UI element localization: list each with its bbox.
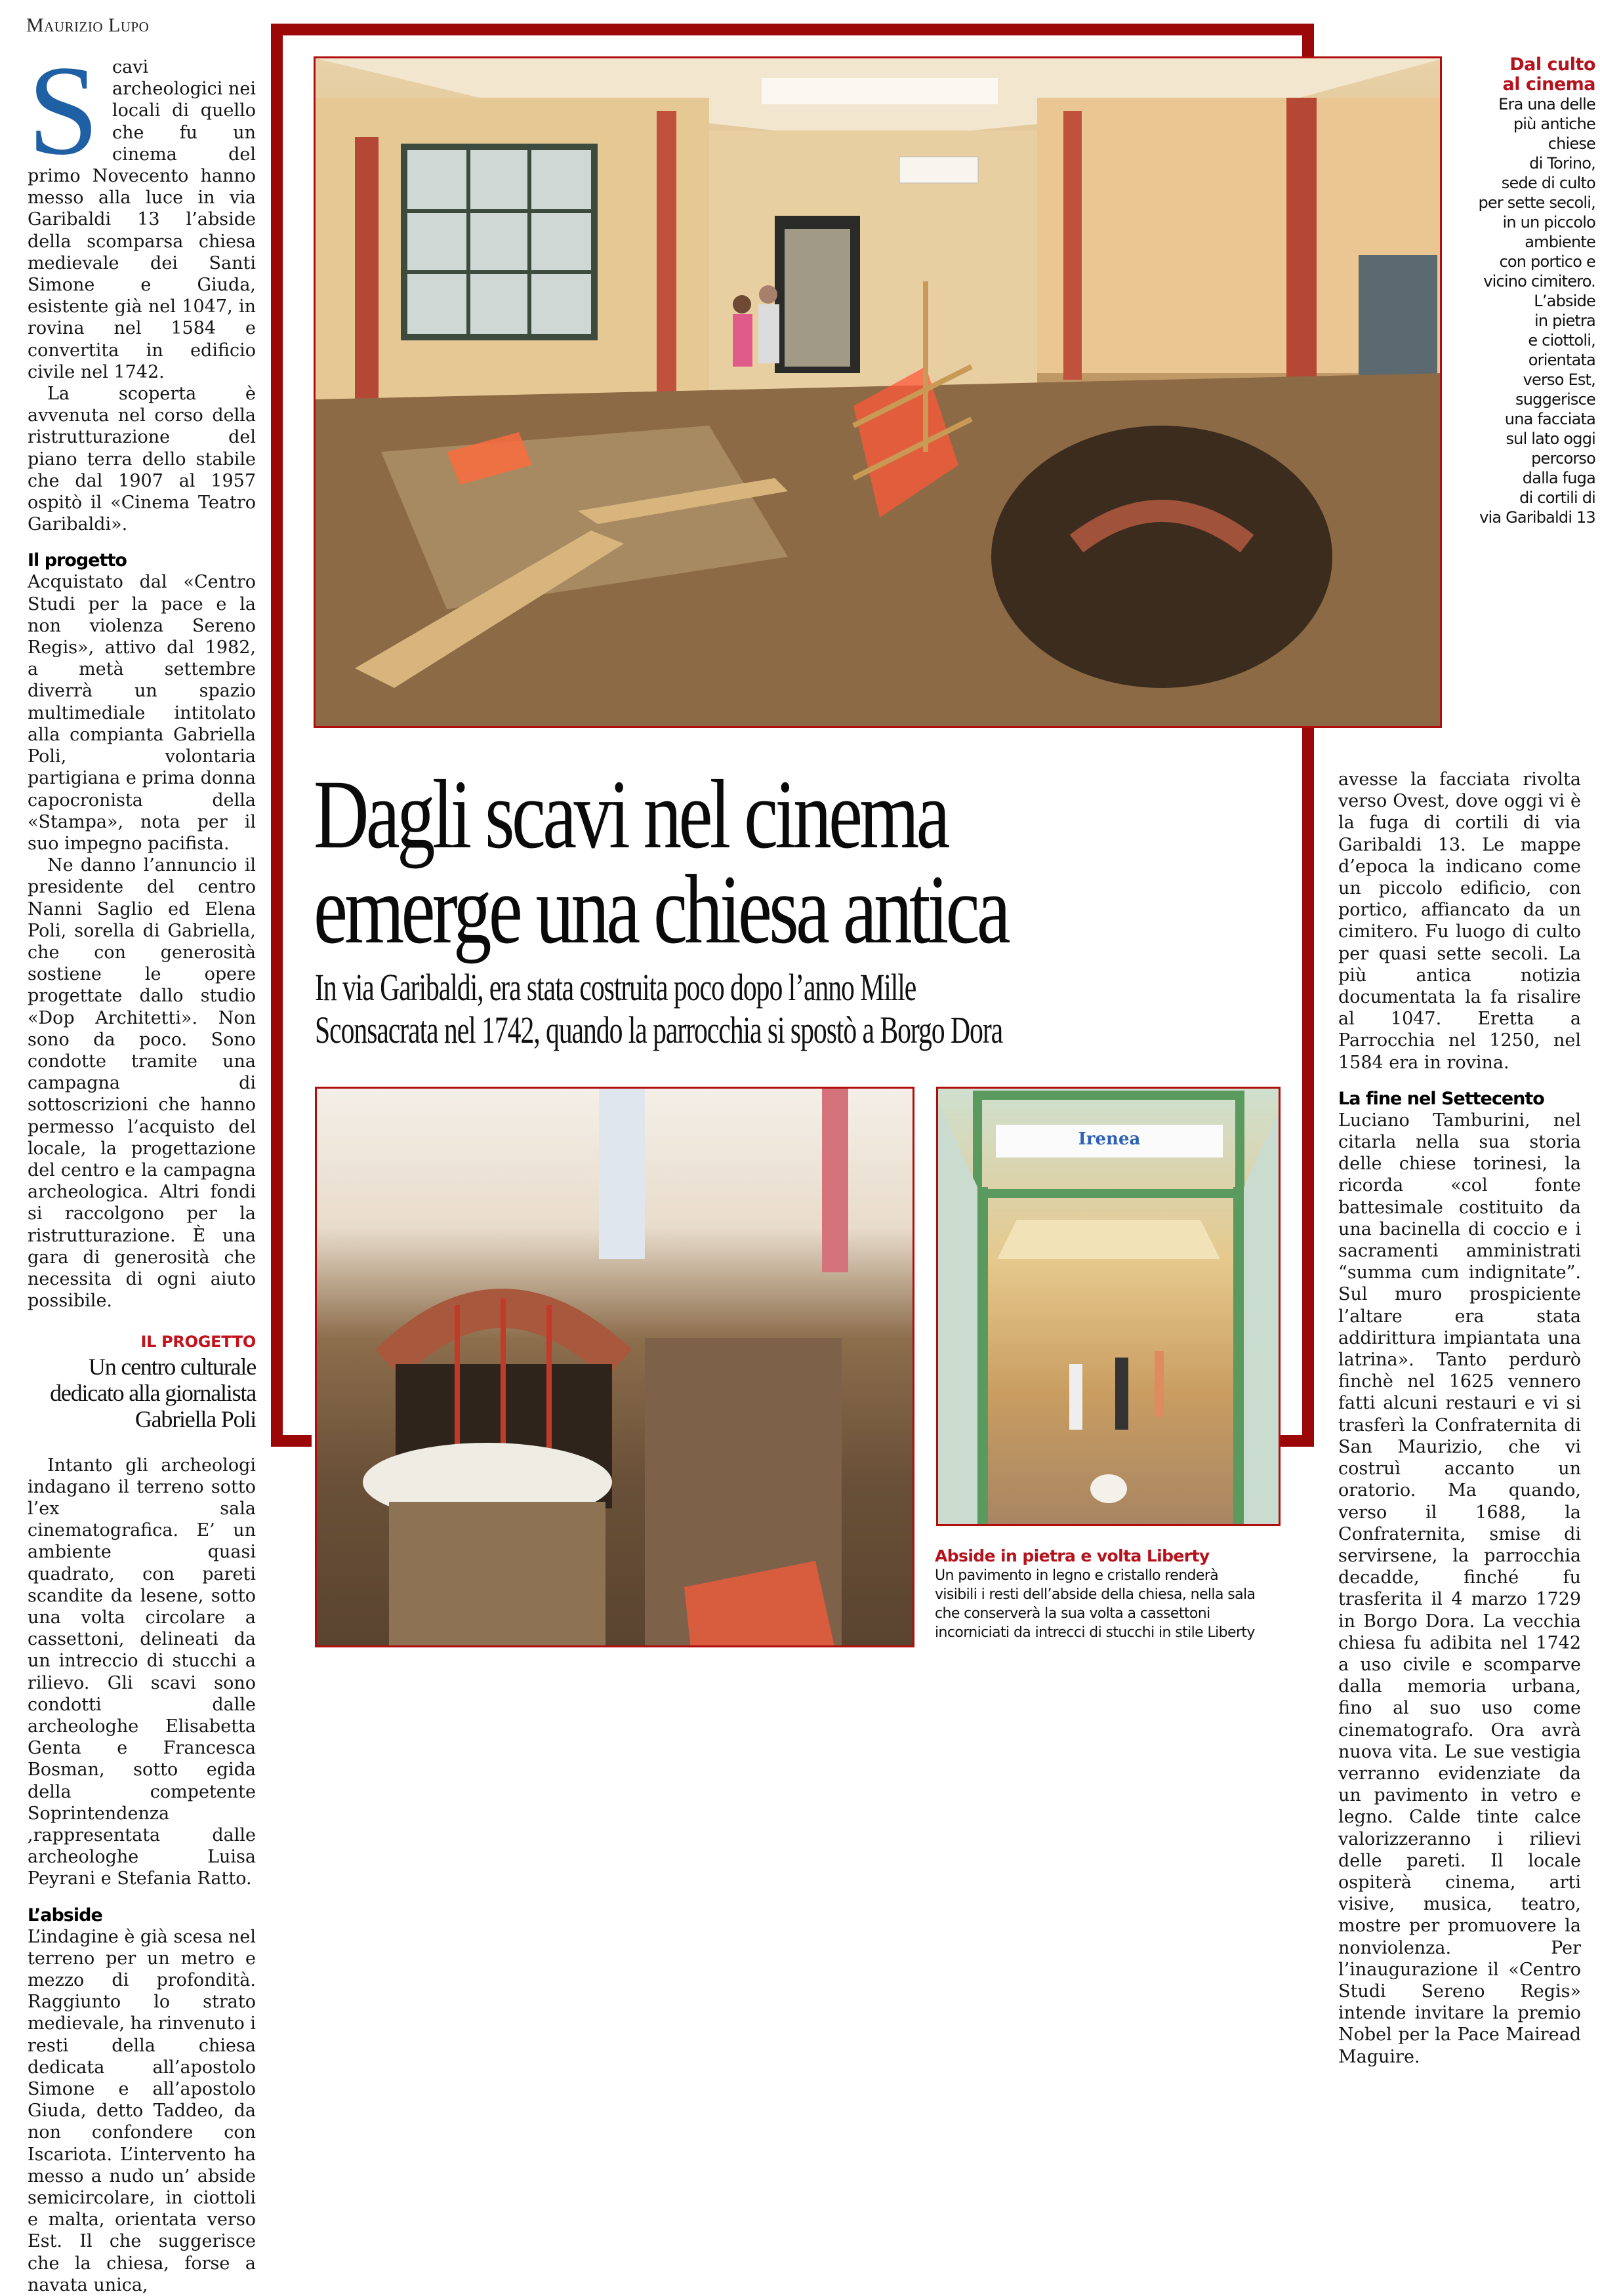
excavation-scene-illustration	[316, 58, 1442, 728]
frame-left-foot	[271, 1435, 312, 1447]
sidebar-line: di Torino,	[1529, 154, 1595, 172]
frame-top-bar	[271, 24, 1314, 35]
sidebar-line: e ciottoli,	[1528, 331, 1595, 350]
subhead-fine-settecento: La fine nel Settecento	[1338, 1088, 1544, 1109]
sidebar-line: di cortili di	[1519, 489, 1595, 507]
paragraph: Intanto gli archeologi indagano il terreno sotto l’ex sala cinematografica. E’ un ambiente quasi quadrato, con pareti scandite da lesene, sotto una volta circolare a cassettoni, delineati da un intreccio di stucchi a rilievo. Gli scavi sono condotti dalle archeologhe Elisabetta Genta e Francesca Bosman, sotto egida della competente Soprintendenza ,rappresentata dalle archeologhe Luisa Peyrani e Stefania Ratto.	[28, 1455, 256, 1889]
sidebar-line: Era una delle	[1498, 95, 1595, 113]
intro-paragraph: cavi archeologici nei locali di quello che fu un cinema del primo Novecento hanno messo alla luce in via Garibaldi 13 l’abside della scomparsa chiesa medievale dei Santi Simone e Giuda, esistente già nel 1047, in rovina nel 1584 e convertita in edificio civile nel 1742.	[28, 57, 256, 382]
right-column	[1338, 769, 1581, 2068]
frame-right-foot	[1279, 1435, 1314, 1447]
caption-title: Abside in pietra e volta Liberty	[935, 1546, 1210, 1565]
sidebar-title-line2: al cinema	[1502, 74, 1595, 94]
sidebar-line: più antiche	[1513, 115, 1595, 133]
apse-illustration	[317, 1089, 914, 1647]
entrance-photo	[936, 1087, 1281, 1526]
sidebar-line: in un piccolo	[1502, 213, 1595, 232]
paragraph: Ne danno l’annuncio il presidente del centro Nanni Saglio ed Elena Poli, sorella di Gabriella, che con generosità sostiene le opere progettate dallo studio «Dop Architetti». Non sono da poco. Sono condotte tramite una campagna di sottoscrizioni che hanno permesso l’acquisto del locale, la progettazione del centro e la campagna archeologica. Altri fondi si raccolgono per la ristrutturazione. È una gara di generosità che necessita di ogni aiuto possibile.	[28, 855, 256, 1312]
drop-cap: S	[28, 39, 100, 182]
irenea-sign: Irenea	[1078, 1129, 1141, 1149]
main-photo	[314, 56, 1442, 728]
photo-caption	[935, 1546, 1302, 1642]
apse-photo	[315, 1087, 914, 1647]
subhead-il-progetto: Il progetto	[28, 550, 127, 571]
sidebar-line: per sette secoli,	[1478, 193, 1595, 212]
sidebar-line: verso Est,	[1523, 371, 1595, 389]
sidebar-line: una facciata	[1504, 410, 1595, 428]
sidebar-line: sul lato oggi	[1506, 430, 1595, 448]
sidebar-line: sede di culto	[1501, 174, 1595, 192]
sidebar-line: via Garibaldi 13	[1479, 508, 1595, 527]
box-kicker: IL PROGETTO	[140, 1333, 256, 1352]
sidebar-line: in pietra	[1534, 312, 1595, 330]
paragraph: avesse la facciata rivolta verso Ovest, dove oggi vi è la fuga di cortili di via Garibaldi 13. Le mappe d’epoca la indicano come un piccolo edificio, con portico, affiancato da un cimitero. Fu luogo di culto per quasi sette secoli. La più antica notizia documentata la fa risalire al 1047. Eretta a Parrocchia nel 1250, nel 1584 era in rovina.	[1338, 769, 1581, 1073]
sidebar-line: chiese	[1548, 134, 1595, 153]
sidebar-line: suggerisce	[1515, 390, 1595, 409]
box-title: Un centro culturale dedicato alla giornalista Gabriella Poli	[50, 1353, 256, 1432]
sidebar-line: L’abside	[1534, 292, 1595, 310]
deck-line2: Sconsacrata nel 1742, quando la parrocchia si spostò a Borgo Dora	[315, 1009, 1003, 1051]
paragraph: Acquistato dal «Centro Studi per la pace e la non violenza Sereno Regis», attivo dal 1982, a metà settembre diverrà un spazio multimediale intitolato alla compianta Gabriella Poli, volontaria partigiana e prima donna capocronista della «Stampa», nota per il suo impegno pacifista.	[28, 572, 256, 854]
caption-line: incorniciati da intrecci di stucchi in stile Liberty	[935, 1624, 1255, 1641]
sidebar-line: percorso	[1531, 449, 1595, 468]
left-column	[28, 39, 256, 2296]
subhead-abside: L’abside	[28, 1904, 102, 1925]
sidebar-line: dalla fuga	[1522, 469, 1595, 487]
sidebar-line: ambiente	[1525, 233, 1595, 251]
paragraph: Luciano Tamburini, nel citarla nella sua storia delle chiese torinesi, la ricorda «col fonte battesimale costituito da una bacinella di coccio e i sacramenti amministrati “summa cum indignitate”. Sul muro prospiciente l’altare era stata addirittura impiantata una latrina». Tanto perdurò finchè nel 1625 vennero fatti alcuni restauri e vi si trasferì la Confraternita di San Maurizio, che vi costruì accanto un oratorio. Ma quando, verso il 1688, la Confraternita, smise di servirsene, la parrocchia decadde, finché fu trasferita il 4 marzo 1729 in Borgo Dora. La vecchia chiesa fu adibita nel 1742 a uso civile e scomparve dalla memoria urbana, fino al suo uso come cinematografo. Ora avrà nuova vita. Le sue vestigia verranno evidenziate da un pavimento in vetro e legno. Calde tinte calce valorizzeranno i rilievi delle pareti. Il locale ospiterà cinema, arti visive, musica, teatro, mostre per promuovere la nonviolenza. Per l’inaugurazione il «Centro Studi Sereno Regis» intende invitare la premio Nobel per la Pace Mairead Maguire.	[1338, 1110, 1581, 2067]
byline: Maurizio Lupo	[26, 14, 150, 36]
entrance-illustration	[938, 1089, 1281, 1526]
paragraph: L’indagine è già scesa nel terreno per un metro e mezzo di profondità. Raggiunto lo strato medievale, ha rinvenuto i resti della chiesa dedicata all’apostolo Simone e all’apostolo Giuda, detto Taddeo, da non confondere con Iscariota. L’intervento ha messo a nudo un’ abside semicircolare, in ciottoli e malta, orientata verso Est. Il che suggerisce che la chiesa, forse a navata unica,	[28, 1926, 256, 2295]
caption-line: che conserverà la sua volta a cassettoni	[935, 1605, 1210, 1622]
headline-line2: emerge una chiesa antica	[314, 855, 1008, 964]
caption-line: Un pavimento in legno e cristallo renderà	[935, 1567, 1219, 1584]
paragraph: La scoperta è avvenuta nel corso della ristrutturazione del piano terra dello stabile che dal 1907 al 1957 ospitò il «Cinema Teatro Garibaldi».	[28, 384, 256, 535]
headline-line1: Dagli scavi nel cinema	[314, 760, 947, 869]
sidebar-line: orientata	[1528, 351, 1595, 369]
frame-left-bar	[271, 24, 283, 1447]
sidebar-line: vicino cimitero.	[1483, 272, 1595, 291]
deck-line1: In via Garibaldi, era stata costruita poco dopo l’anno Mille	[315, 966, 916, 1009]
sidebar-box-il-progetto	[28, 1331, 256, 1432]
sidebar-title-line1: Dal culto	[1509, 54, 1595, 75]
sidebar-line: con portico e	[1499, 252, 1595, 271]
caption-line: visibili i resti dell’abside della chiesa, nella sala	[935, 1586, 1256, 1603]
sidebar-dal-culto	[1450, 55, 1595, 527]
